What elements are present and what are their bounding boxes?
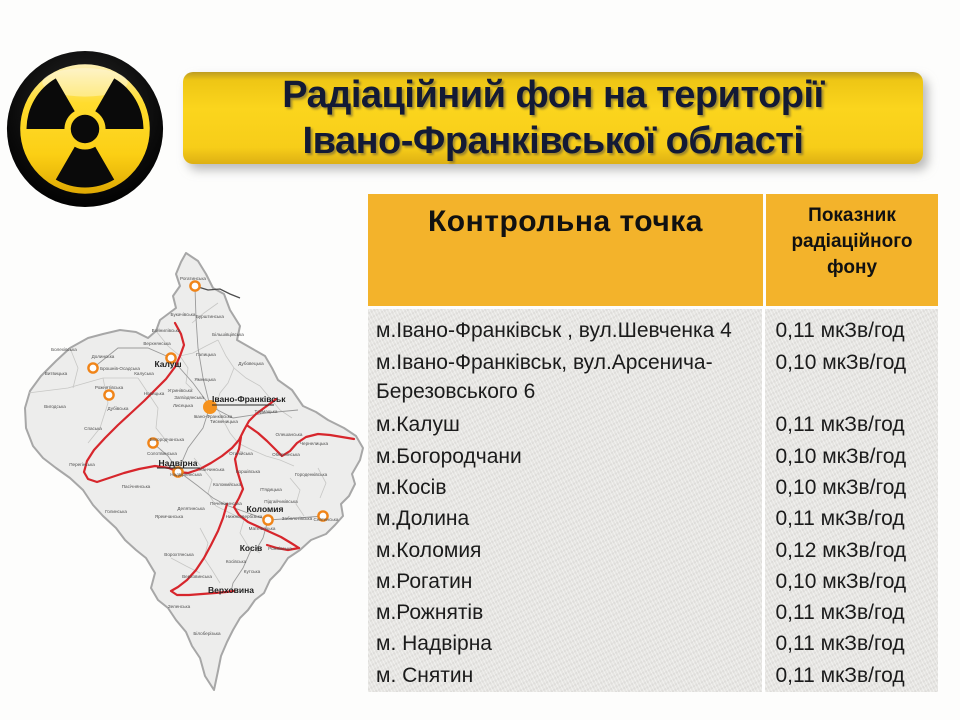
map-district-label: Ворохтянська — [164, 552, 194, 557]
map-city-label: Калуш — [154, 359, 182, 369]
map-city-label: Коломия — [246, 504, 284, 514]
map-district-label: Городенківська — [294, 472, 328, 477]
map-district-label: Підгайчиківська — [264, 499, 298, 504]
radiation-value-cell: 0,11 мкЗв/год — [763, 309, 938, 348]
radiation-table — [368, 194, 938, 692]
table-row — [368, 567, 938, 598]
map-district-label: Матеївецька — [248, 526, 276, 531]
map-district-label: Голинська — [105, 509, 127, 514]
title-banner — [183, 72, 923, 164]
control-point-cell: м.Івано-Франківськ , вул.Шевченка 4 — [376, 319, 732, 342]
radiation-value-cell: 0,10 мкЗв/год — [763, 473, 938, 504]
marker-kolomyia — [263, 515, 272, 524]
map-district-label: Перегінська — [69, 462, 95, 467]
map-city-label: Верховина — [208, 585, 254, 595]
map-city-label: Косів — [239, 543, 263, 553]
table-header-row — [368, 194, 938, 306]
radiation-value-cell: 0,11 мкЗв/год — [763, 598, 938, 629]
table-row — [368, 309, 938, 348]
table-row — [368, 536, 938, 567]
map-district-label: Загвіздянська — [174, 395, 204, 400]
map-district-label: Тлумацька — [254, 409, 278, 414]
map-district-label: Надвірнянська — [170, 472, 202, 477]
map-district-label: Косівська — [225, 559, 247, 564]
control-point-cell: м. Надвірна — [376, 632, 492, 656]
control-point-cell: м.Долина — [376, 507, 470, 531]
radiation-value-cell: 0,11 мкЗв/год — [763, 410, 938, 441]
map-district-label: Нижньовербізька — [225, 514, 263, 519]
map-district-label: Рожнятівська — [94, 385, 124, 390]
map-district-label: Калуська — [134, 371, 154, 376]
map-district-label: Рогатинська — [179, 276, 207, 281]
map-district-label: Печеніжинська — [210, 501, 242, 506]
map-district-label: Рожнівська — [268, 546, 292, 551]
map-district-label: Олешанська — [275, 432, 303, 437]
radiation-icon — [6, 50, 164, 208]
marker-rohatyn — [190, 281, 199, 290]
map-district-label: Войнилівська — [151, 328, 181, 333]
radiation-trefoil-icon — [6, 50, 164, 208]
control-point-cell: м. Снятин — [376, 663, 474, 687]
map-district-label: Делятинська — [177, 506, 205, 511]
radiation-value-cell: 0,12 мкЗв/год — [763, 536, 938, 567]
table-row — [368, 629, 938, 660]
map-district-label: Болехівська — [51, 347, 77, 352]
oblast-map — [8, 228, 400, 708]
map-district-label: Букачівська — [170, 312, 196, 317]
map-district-label: Верховинська — [182, 574, 212, 579]
radiation-value-cell: 0,10 мкЗв/год — [763, 442, 938, 473]
map-district-label: Заболотівська — [281, 516, 313, 521]
control-point-cell: м.Івано-Франківськ, вул.Арсенича-Березовського 6 — [376, 350, 713, 403]
map-district-label: Спаська — [84, 426, 102, 431]
table-row — [368, 410, 938, 441]
map-district-label: Богородчанська — [149, 437, 185, 442]
table-header-control-point: Контрольна точка — [368, 194, 763, 306]
map-district-label: Ланчинська — [199, 467, 225, 472]
radiation-value-cell: 0,10 мкЗв/год — [763, 348, 938, 411]
map-city-label: Надвірна — [158, 458, 198, 468]
map-district-label: Витвицька — [44, 371, 68, 376]
map-city-label: Івано-Франківськ — [212, 394, 286, 404]
map-district-label: Бурштинська — [196, 314, 224, 319]
radiation-table-grid — [368, 309, 938, 692]
map-district-label: Тисменицька — [210, 419, 238, 424]
map-district-label: Чернелицька — [299, 441, 329, 446]
map-district-label: Угринівська — [167, 388, 193, 393]
map-district-label: Ямницька — [194, 377, 216, 382]
map-district-label: Новицька — [143, 391, 165, 396]
control-point-cell: м.Богородчани — [376, 444, 522, 468]
table-row — [368, 504, 938, 535]
map-district-label: Обертинська — [272, 452, 300, 457]
marker-rozhniativ — [104, 390, 113, 399]
map-district-label: Коломийська — [212, 482, 242, 487]
table-row — [368, 661, 938, 692]
radiation-value-cell: 0,10 мкЗв/год — [763, 567, 938, 598]
table-row — [368, 598, 938, 629]
oblast-map-svg — [8, 228, 400, 708]
table-header-indicator: Показник радіаційного фону — [766, 194, 938, 306]
table-row — [368, 348, 938, 411]
map-district-label: Коршівська — [235, 469, 261, 474]
map-district-label: Верхнянська — [143, 341, 171, 346]
page-title-line1: Радіаційний фон на території — [282, 74, 824, 116]
radiation-value-cell: 0,11 мкЗв/год — [763, 504, 938, 535]
map-district-label: Пасічнянська — [121, 484, 151, 489]
radiation-value-cell: 0,11 мкЗв/год — [763, 661, 938, 692]
map-district-label: Зеленська — [167, 604, 191, 609]
control-point-cell: м.Рожнятів — [376, 601, 484, 625]
map-district-label: Білоберізька — [193, 631, 221, 636]
control-point-cell: м.Калуш — [376, 413, 460, 437]
map-district-label: Дубовецька — [238, 361, 264, 366]
map-district-label: Дубівська — [107, 406, 129, 411]
control-point-cell: м.Косів — [376, 475, 447, 499]
table-row — [368, 442, 938, 473]
map-district-label: Кутська — [243, 569, 261, 574]
map-district-label: Галицька — [196, 352, 216, 357]
map-district-label: Снятинська — [313, 517, 339, 522]
map-district-label: П'ядицька — [260, 487, 282, 492]
marker-dolyna — [88, 363, 97, 372]
map-district-label: Отинійська — [229, 451, 253, 456]
map-district-label: Яремчанська — [154, 514, 184, 519]
control-point-cell: м.Коломия — [376, 538, 482, 562]
map-district-label: Вигодська — [44, 404, 66, 409]
control-point-cell: м.Рогатин — [376, 569, 473, 593]
page-title — [282, 72, 824, 164]
table-row — [368, 473, 938, 504]
map-district-label: Більшівцівська — [212, 332, 244, 337]
radiation-value-cell: 0,11 мкЗв/год — [763, 629, 938, 660]
radiation-table-body — [368, 309, 938, 692]
map-district-label: Солотвинська — [147, 451, 177, 456]
map-district-label: Долинська — [91, 354, 115, 359]
map-district-label: Лисецька — [172, 403, 194, 408]
map-district-label: Брошнів-Осадська — [100, 366, 140, 371]
page-title-line2: Івано-Франківської області — [302, 120, 804, 162]
map-district-label: Івано-Франківська — [193, 414, 233, 419]
